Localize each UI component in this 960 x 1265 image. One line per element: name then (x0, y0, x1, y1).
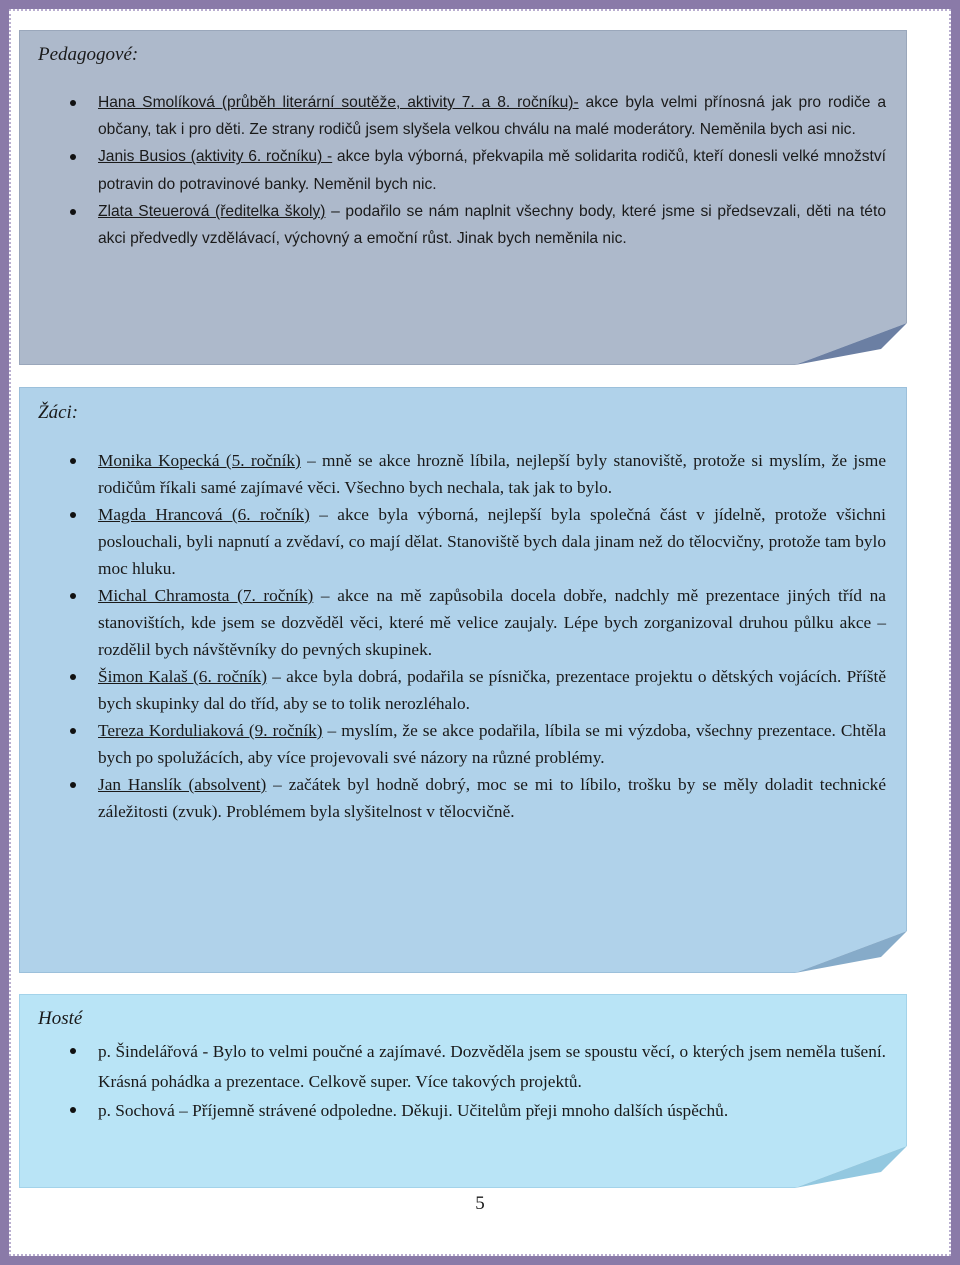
feedback-text: akce byla výborná, překvapila mě solidarita rodičů, kteří donesli velké množství potravin do potravinové banky. Neměnil bych nic. (98, 148, 886, 193)
list-item (38, 143, 886, 197)
students-list (38, 447, 886, 825)
feedback-text: – myslím, že se akce podařila, líbila se mi výzdoba, všechny prezentace. Chtěla bych po spolužácích, aby více projevovali své názory na různé problémy. (98, 721, 887, 767)
guests-list (38, 1037, 886, 1126)
feedback-text: – akce byla dobrá, podařila se písnička, prezentace projektu o dětských vojácích. Příště bych skupinky dal do tříd, aby se to tolik nerozléhalo. (98, 667, 886, 713)
page-curl-icon (795, 931, 907, 973)
person-name: Jan Hanslík (absolvent) (98, 775, 267, 794)
teachers-card (19, 30, 907, 365)
person-name: Hana Smolíková (průběh literární soutěže, aktivity 7. a 8. ročníku)- (98, 94, 579, 111)
page-number: 5 (475, 1193, 485, 1214)
students-card (19, 387, 907, 973)
bullet-icon (70, 458, 76, 464)
list-item (38, 663, 886, 717)
bullet-icon (70, 1107, 76, 1113)
feedback-text: – akce na mě zapůsobila docela dobře, nadchly mě prezentace jiných tříd na stanovištích, kde jsem se dozvěděl věci, které mě velice zaujaly. Lépe bych zorganizoval druhou půlku akce – rozdělil bych návštěvníky do pevných skupinek. (98, 586, 886, 659)
bullet-icon (70, 728, 76, 734)
feedback-text: – akce byla výborná, nejlepší byla společná část v jídelně, protože všichni poslouchali, byli napnutí a zvědaví, co mají dělat. Stanoviště bych dala jinam než do tělocvičny, protože tam bylo moc hluku. (98, 505, 886, 578)
person-name: Janis Busios (aktivity 6. ročníku) - (98, 148, 333, 166)
list-item (38, 771, 886, 825)
person-name: Šimon Kalaš (6. ročník) (98, 667, 267, 686)
bullet-icon (70, 512, 76, 518)
list-item (38, 447, 886, 501)
person-name: Magda Hrancová (6. ročník) (98, 505, 310, 524)
list-item (38, 717, 886, 771)
page-curl-icon (795, 323, 907, 365)
students-heading: Žáci: (38, 402, 79, 423)
bullet-icon (70, 1048, 76, 1054)
person-name: Zlata Steuerová (ředitelka školy) (98, 202, 326, 220)
feedback-text: akce byla velmi přínosná jak pro rodiče a občany, tak i pro děti. Ze strany rodičů jsem slyšela velkou chválu na malé moderátory. Neměnila bych asi nic. (98, 94, 886, 139)
list-item (38, 582, 886, 663)
bullet-icon (70, 593, 76, 599)
bullet-icon (70, 782, 76, 788)
feedback-text: – podařilo se nám naplnit všechny body, které jsme si předsevzali, děti na této akci předvedly vzdělávací, výchovný a emoční růst. Jinak bych neměnila nic. (98, 202, 886, 248)
feedback-text: – mně se akce hrozně líbila, nejlepší byly stanoviště, protože si myslím, že jsme rodičům říkali samé zajímavé věci. Všechno bych nechala, tak jak to bylo. (98, 451, 886, 497)
bullet-icon (70, 100, 76, 106)
guests-heading: Hosté (38, 1008, 83, 1029)
list-item (38, 501, 886, 582)
teachers-heading: Pedagogové: (38, 44, 139, 65)
person-name: Monika Kopecká (5. ročník) (98, 451, 301, 470)
feedback-text: – začátek byl hodně dobrý, moc se mi to líbilo, trošku by se měly doladit technické záležitosti (zvuk). Problémem byla slyšitelnost v tělocvičně. (98, 775, 886, 821)
list-item (38, 198, 886, 252)
person-name: Michal Chramosta (7. ročník) (98, 586, 314, 605)
guests-card (19, 994, 907, 1188)
list-item (38, 1096, 886, 1126)
bullet-icon (70, 154, 76, 160)
feedback-text: p. Sochová – Příjemně strávené odpoledne. Děkuji. Učitelům přeji mnoho dalších úspěchů. (98, 1101, 729, 1120)
page-curl-icon (795, 1146, 907, 1188)
bullet-icon (70, 674, 76, 680)
bullet-icon (70, 209, 76, 215)
teachers-list (38, 89, 886, 252)
list-item (38, 1037, 886, 1096)
feedback-text: p. Šindelářová - Bylo to velmi poučné a zajímavé. Dozvěděla jsem se spoustu věcí, o kterých jsem neměla tušení. Krásná pohádka a prezentace. Celkově super. Více takových projektů. (98, 1042, 886, 1091)
list-item (38, 89, 886, 143)
person-name: Tereza Korduliaková (9. ročník) (98, 721, 323, 740)
